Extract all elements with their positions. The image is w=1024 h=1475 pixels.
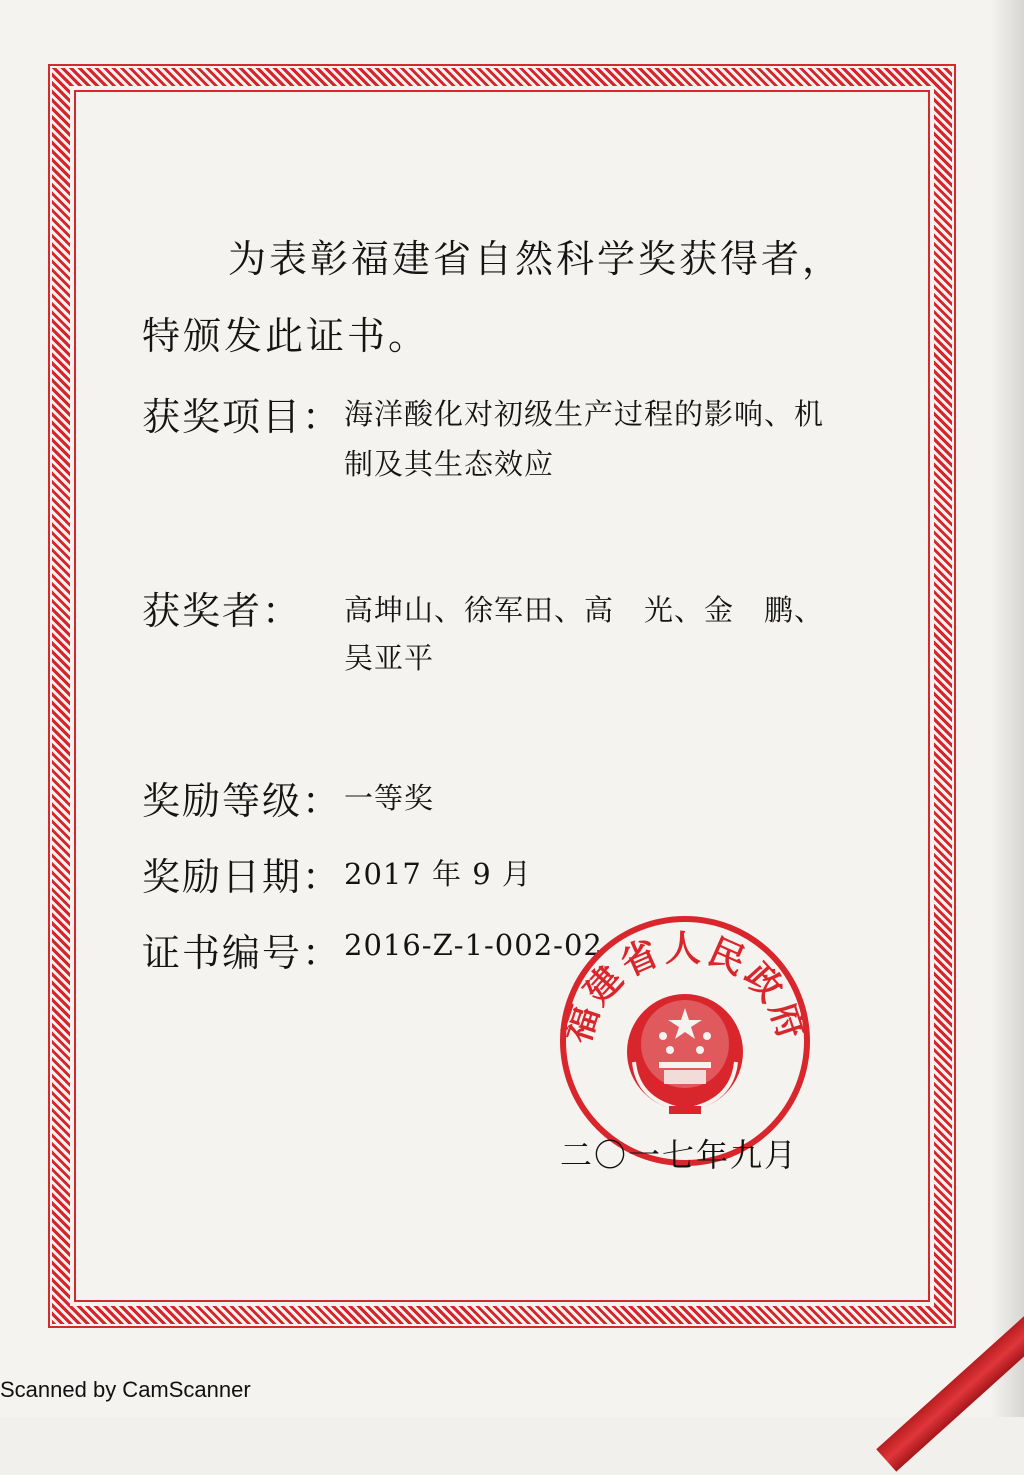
- seal-text: 福建省人民政府: [557, 928, 813, 1049]
- issue-date: 二〇一七年九月: [560, 1136, 799, 1174]
- date-label: 奖励日期：: [142, 855, 343, 899]
- scanner-watermark: Scanned by CamScanner: [0, 1377, 251, 1402]
- winners-line-2: 吴亚平: [344, 641, 435, 675]
- intro-line-1: 为表彰福建省自然科学奖获得者，: [228, 237, 844, 281]
- date-value: 2017 年 9 月: [344, 857, 532, 891]
- ribbon: [800, 1175, 1024, 1475]
- winners-label: 获奖者：: [142, 589, 303, 633]
- national-emblem-icon: [627, 994, 743, 1114]
- grade-label: 奖励等级：: [142, 779, 343, 823]
- winners-line-1: 高坤山、徐军田、高 光、金 鹏、: [344, 593, 825, 627]
- project-line-2: 制及其生态效应: [344, 447, 555, 481]
- project-label: 获奖项目：: [142, 395, 343, 439]
- intro-line-2: 特颁发此证书。: [142, 314, 430, 358]
- ribbon-band: [876, 1208, 1024, 1471]
- number-label: 证书编号：: [142, 931, 343, 975]
- number-value: 2016-Z-1-002-02: [344, 928, 603, 962]
- grade-value: 一等奖: [344, 781, 435, 815]
- project-line-1: 海洋酸化对初级生产过程的影响、机: [344, 397, 825, 431]
